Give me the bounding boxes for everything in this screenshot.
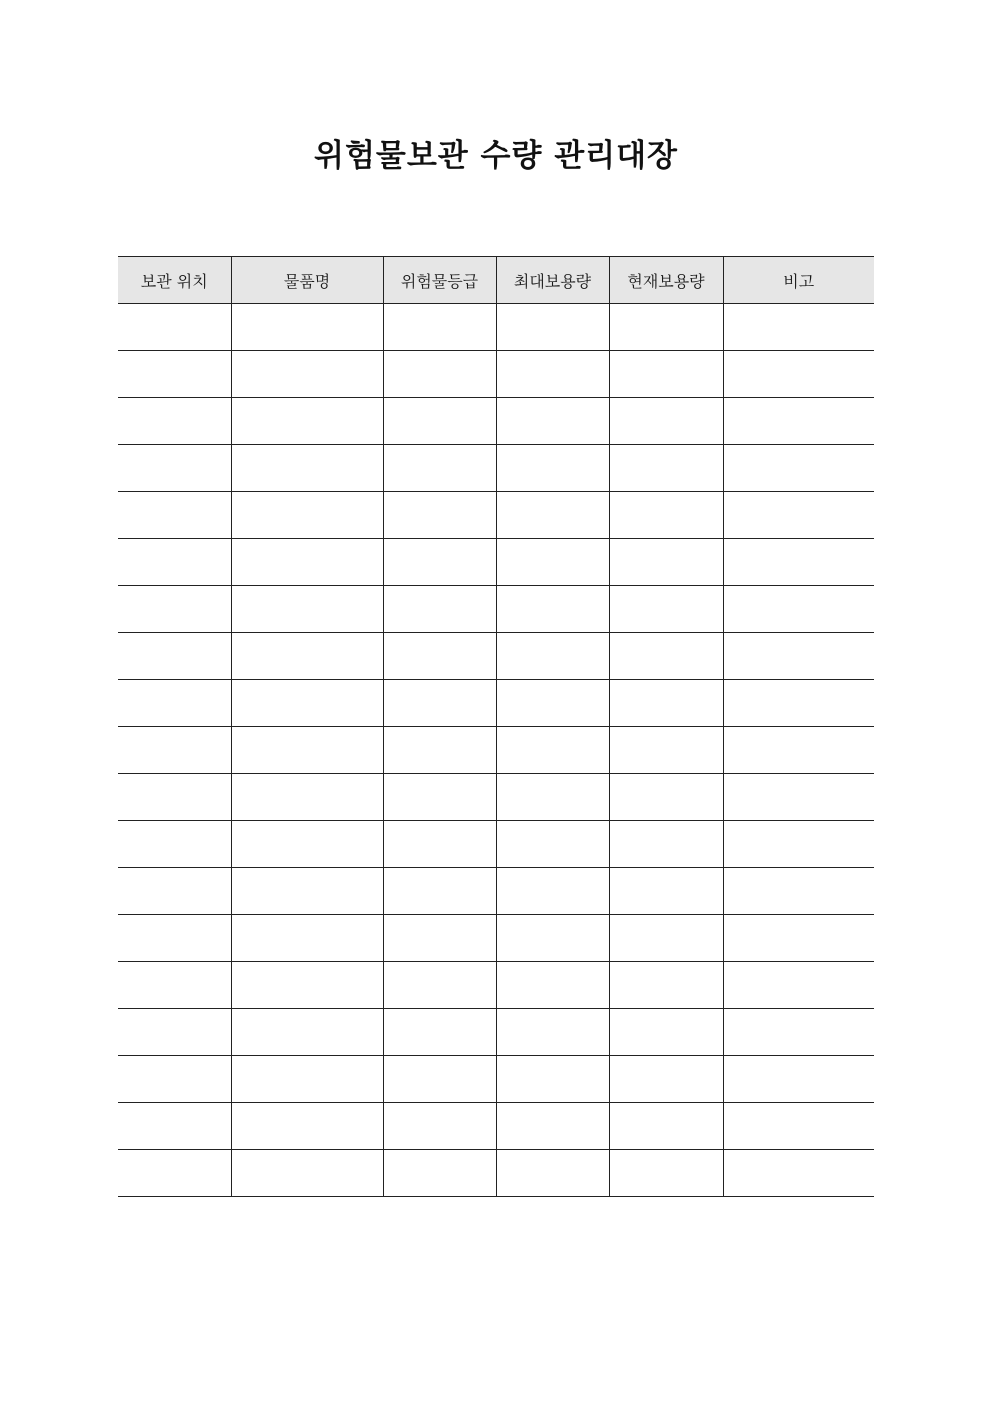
max-capacity-cell[interactable]: [496, 868, 609, 915]
max-capacity-cell[interactable]: [496, 1009, 609, 1056]
max-capacity-cell[interactable]: [496, 304, 609, 351]
storage-location-cell[interactable]: [118, 680, 231, 727]
hazard-grade-cell[interactable]: [383, 727, 496, 774]
item-name-cell[interactable]: [231, 1009, 383, 1056]
table-row: [118, 1009, 874, 1056]
remarks-cell[interactable]: [723, 351, 874, 398]
item-name-cell[interactable]: [231, 915, 383, 962]
header-max-capacity: 최대보용량: [496, 257, 609, 304]
hazard-grade-cell[interactable]: [383, 351, 496, 398]
storage-location-cell[interactable]: [118, 304, 231, 351]
storage-location-cell[interactable]: [118, 727, 231, 774]
table-row: [118, 962, 874, 1009]
max-capacity-cell[interactable]: [496, 539, 609, 586]
hazard-grade-cell[interactable]: [383, 445, 496, 492]
storage-location-cell[interactable]: [118, 539, 231, 586]
current-capacity-cell[interactable]: [609, 1056, 723, 1103]
current-capacity-cell[interactable]: [609, 351, 723, 398]
table-row: [118, 445, 874, 492]
remarks-cell[interactable]: [723, 633, 874, 680]
item-name-cell[interactable]: [231, 821, 383, 868]
remarks-cell[interactable]: [723, 539, 874, 586]
table-row: [118, 633, 874, 680]
table-row: [118, 539, 874, 586]
storage-location-cell[interactable]: [118, 1009, 231, 1056]
max-capacity-cell[interactable]: [496, 1103, 609, 1150]
table-row: [118, 868, 874, 915]
remarks-cell[interactable]: [723, 1150, 874, 1197]
max-capacity-cell[interactable]: [496, 445, 609, 492]
table-header-row: [118, 257, 874, 304]
table-row: [118, 727, 874, 774]
current-capacity-cell[interactable]: [609, 727, 723, 774]
hazard-grade-cell[interactable]: [383, 915, 496, 962]
storage-location-cell[interactable]: [118, 915, 231, 962]
current-capacity-cell[interactable]: [609, 1009, 723, 1056]
current-capacity-cell[interactable]: [609, 962, 723, 1009]
remarks-cell[interactable]: [723, 586, 874, 633]
current-capacity-cell[interactable]: [609, 821, 723, 868]
max-capacity-cell[interactable]: [496, 492, 609, 539]
document-title: 위험물보관 수량 관리대장: [314, 138, 678, 174]
table-row: [118, 398, 874, 445]
max-capacity-cell[interactable]: [496, 1056, 609, 1103]
item-name-cell[interactable]: [231, 727, 383, 774]
item-name-cell[interactable]: [231, 351, 383, 398]
header-storage-location: 보관 위치: [118, 257, 231, 304]
storage-location-cell[interactable]: [118, 633, 231, 680]
storage-location-cell[interactable]: [118, 398, 231, 445]
hazard-grade-cell[interactable]: [383, 821, 496, 868]
item-name-cell[interactable]: [231, 1150, 383, 1197]
table-row: [118, 1056, 874, 1103]
remarks-cell[interactable]: [723, 1103, 874, 1150]
storage-ledger-table: [118, 256, 874, 1197]
remarks-cell[interactable]: [723, 304, 874, 351]
storage-location-cell[interactable]: [118, 1056, 231, 1103]
item-name-cell[interactable]: [231, 774, 383, 821]
remarks-cell[interactable]: [723, 445, 874, 492]
remarks-cell[interactable]: [723, 821, 874, 868]
max-capacity-cell[interactable]: [496, 821, 609, 868]
item-name-cell[interactable]: [231, 680, 383, 727]
item-name-cell[interactable]: [231, 304, 383, 351]
current-capacity-cell[interactable]: [609, 586, 723, 633]
hazard-grade-cell[interactable]: [383, 492, 496, 539]
max-capacity-cell[interactable]: [496, 586, 609, 633]
max-capacity-cell[interactable]: [496, 915, 609, 962]
table-row: [118, 680, 874, 727]
max-capacity-cell[interactable]: [496, 351, 609, 398]
hazard-grade-cell[interactable]: [383, 633, 496, 680]
storage-location-cell[interactable]: [118, 1103, 231, 1150]
table-row: [118, 351, 874, 398]
hazard-grade-cell[interactable]: [383, 398, 496, 445]
hazard-grade-cell[interactable]: [383, 1009, 496, 1056]
remarks-cell[interactable]: [723, 774, 874, 821]
item-name-cell[interactable]: [231, 445, 383, 492]
remarks-cell[interactable]: [723, 1056, 874, 1103]
current-capacity-cell[interactable]: [609, 774, 723, 821]
item-name-cell[interactable]: [231, 539, 383, 586]
hazard-grade-cell[interactable]: [383, 868, 496, 915]
item-name-cell[interactable]: [231, 962, 383, 1009]
current-capacity-cell[interactable]: [609, 1150, 723, 1197]
current-capacity-cell[interactable]: [609, 304, 723, 351]
current-capacity-cell[interactable]: [609, 633, 723, 680]
item-name-cell[interactable]: [231, 492, 383, 539]
remarks-cell[interactable]: [723, 398, 874, 445]
hazard-grade-cell[interactable]: [383, 1056, 496, 1103]
storage-location-cell[interactable]: [118, 492, 231, 539]
current-capacity-cell[interactable]: [609, 1103, 723, 1150]
remarks-cell[interactable]: [723, 492, 874, 539]
hazard-grade-cell[interactable]: [383, 539, 496, 586]
storage-location-cell[interactable]: [118, 445, 231, 492]
storage-location-cell[interactable]: [118, 586, 231, 633]
max-capacity-cell[interactable]: [496, 680, 609, 727]
hazard-grade-cell[interactable]: [383, 962, 496, 1009]
max-capacity-cell[interactable]: [496, 962, 609, 1009]
max-capacity-cell[interactable]: [496, 727, 609, 774]
item-name-cell[interactable]: [231, 586, 383, 633]
hazard-grade-cell[interactable]: [383, 774, 496, 821]
storage-location-cell[interactable]: [118, 774, 231, 821]
header-item-name: 물품명: [231, 257, 383, 304]
current-capacity-cell[interactable]: [609, 492, 723, 539]
storage-location-cell[interactable]: [118, 821, 231, 868]
table-row: [118, 1103, 874, 1150]
current-capacity-cell[interactable]: [609, 398, 723, 445]
table-row: [118, 586, 874, 633]
storage-location-cell[interactable]: [118, 868, 231, 915]
current-capacity-cell[interactable]: [609, 868, 723, 915]
table-row: [118, 1150, 874, 1197]
remarks-cell[interactable]: [723, 962, 874, 1009]
hazard-grade-cell[interactable]: [383, 1103, 496, 1150]
hazard-grade-cell[interactable]: [383, 1150, 496, 1197]
item-name-cell[interactable]: [231, 1103, 383, 1150]
max-capacity-cell[interactable]: [496, 398, 609, 445]
item-name-cell[interactable]: [231, 868, 383, 915]
item-name-cell[interactable]: [231, 633, 383, 680]
remarks-cell[interactable]: [723, 680, 874, 727]
header-remarks: 비고: [723, 257, 874, 304]
header-current-capacity: 현재보용량: [609, 257, 723, 304]
remarks-cell[interactable]: [723, 1009, 874, 1056]
table-row: [118, 492, 874, 539]
table-row: [118, 915, 874, 962]
item-name-cell[interactable]: [231, 1056, 383, 1103]
current-capacity-cell[interactable]: [609, 445, 723, 492]
table-row: [118, 304, 874, 351]
current-capacity-cell[interactable]: [609, 680, 723, 727]
current-capacity-cell[interactable]: [609, 915, 723, 962]
hazard-grade-cell[interactable]: [383, 304, 496, 351]
remarks-cell[interactable]: [723, 915, 874, 962]
storage-location-cell[interactable]: [118, 351, 231, 398]
storage-location-cell[interactable]: [118, 1150, 231, 1197]
hazard-grade-cell[interactable]: [383, 680, 496, 727]
current-capacity-cell[interactable]: [609, 539, 723, 586]
item-name-cell[interactable]: [231, 398, 383, 445]
max-capacity-cell[interactable]: [496, 774, 609, 821]
hazard-grade-cell[interactable]: [383, 586, 496, 633]
remarks-cell[interactable]: [723, 727, 874, 774]
remarks-cell[interactable]: [723, 868, 874, 915]
max-capacity-cell[interactable]: [496, 1150, 609, 1197]
header-hazard-grade: 위험물등급: [383, 257, 496, 304]
max-capacity-cell[interactable]: [496, 633, 609, 680]
storage-location-cell[interactable]: [118, 962, 231, 1009]
table-row: [118, 821, 874, 868]
table-row: [118, 774, 874, 821]
